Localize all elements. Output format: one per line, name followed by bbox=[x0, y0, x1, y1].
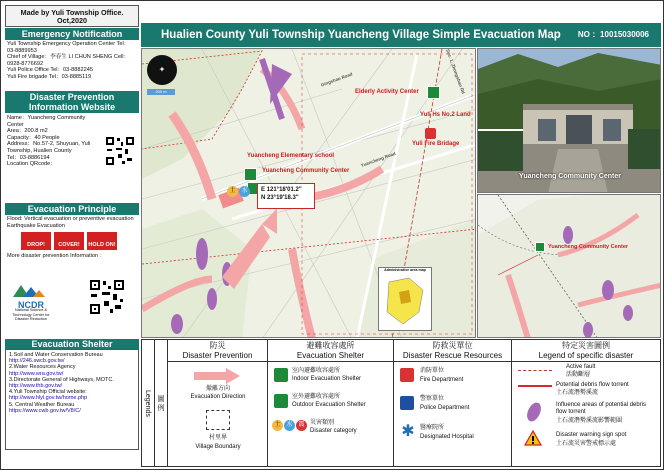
debris-flow-icon bbox=[518, 385, 552, 387]
col-en: Disaster Prevention bbox=[182, 351, 253, 360]
emergency-title: Emergency Notification bbox=[5, 28, 139, 40]
cat-en: Disaster category bbox=[310, 428, 357, 434]
sign-en: Disaster warning sign spot bbox=[556, 432, 627, 438]
warning-sign-icon bbox=[524, 430, 542, 446]
legend-panel bbox=[141, 339, 661, 467]
info-line: Tel：03-8886194 bbox=[7, 154, 50, 161]
emergency-body bbox=[5, 40, 139, 90]
more-info-text: More disaster prevention Information ： bbox=[7, 253, 106, 260]
emergency-line: Chief of Village：李春生 LI CHUN SHENG Cell：0928-8776692 bbox=[7, 54, 130, 67]
shelter-item: 5. Central Weather Bureau bbox=[9, 401, 75, 408]
zoom-caption: Yuancheng Community Center bbox=[548, 244, 629, 250]
fire-department-icon[interactable] bbox=[425, 128, 436, 139]
left-panel bbox=[5, 5, 139, 338]
ncdr-logo bbox=[9, 281, 53, 322]
shelter-link[interactable]: http://www.thb.gov.tw/ bbox=[9, 383, 63, 390]
legend-col-shelter bbox=[268, 340, 394, 466]
community-center-photo[interactable] bbox=[477, 48, 661, 193]
col-zh: 防救災單位 bbox=[432, 341, 473, 350]
info-line: Capacity：40 People bbox=[7, 134, 60, 141]
fault-en: Active fault bbox=[566, 364, 596, 370]
drop-sign: DROP! bbox=[21, 232, 51, 250]
legend-side-en: Legends bbox=[142, 340, 155, 466]
inset-title: Administrative area map bbox=[384, 268, 426, 272]
principle-body bbox=[5, 215, 139, 338]
col-zh: 特定災害圖例 bbox=[562, 341, 610, 350]
hospital-icon: ✱ bbox=[401, 423, 415, 440]
bound-en: Village Boundary bbox=[195, 444, 241, 450]
influence-en: Influence areas of potential debris flow torrent bbox=[556, 402, 647, 415]
road-label: Gingshao Road bbox=[320, 71, 354, 88]
photo-caption: Yuancheng Community Center bbox=[519, 173, 621, 180]
inset-shape bbox=[379, 272, 431, 328]
shelter-item: 1.Soil and Water Conservation Bureau bbox=[9, 352, 103, 358]
ncdr-logo-mark bbox=[9, 281, 49, 299]
legend-col-specific bbox=[512, 340, 660, 466]
col-en: Evacuation Shelter bbox=[296, 351, 365, 360]
flood-icon: 水 bbox=[284, 420, 295, 431]
emergency-line: Yuli Police Office Tel：03-8882245 bbox=[7, 67, 93, 74]
shelter-item: 4.Yuli Township Official website: bbox=[9, 389, 87, 396]
elderly-center-label: Elderly Activity Center bbox=[355, 89, 419, 95]
ncdr-subtext: National Science & Technology Center for Disaster Reduction bbox=[12, 308, 50, 322]
fire-brigade-label: Yuli Fire Bridage bbox=[412, 141, 460, 147]
bound-zh: 村里界 bbox=[208, 435, 227, 441]
hold-on-sign: HOLD ON! bbox=[87, 232, 117, 250]
info-line: Address：No.57-2, Shuyuan, Yuli Township, Hualien County bbox=[7, 141, 91, 154]
shelter-link[interactable]: https://www.cwb.gov.tw/V8/C/ bbox=[9, 407, 81, 414]
active-fault-icon bbox=[518, 370, 552, 371]
school-label: Yuancheng Elementary school bbox=[247, 153, 335, 159]
shelter-title: Evacuation Shelter bbox=[5, 339, 139, 349]
zoom-map-base bbox=[478, 195, 661, 338]
legend-side-zh: 圖 例 bbox=[155, 340, 168, 466]
emergency-line: Yuli Fire brigade Tel：03-8885119 bbox=[7, 73, 92, 80]
legend-col-rescue bbox=[394, 340, 512, 466]
principle-title: Evacuation Principle bbox=[5, 203, 139, 215]
compass-icon: ✦ bbox=[147, 55, 177, 85]
debris-en: Potential debris flow torrent bbox=[556, 382, 629, 388]
shelter-item: 2.Water Resources Agency bbox=[9, 364, 76, 371]
shelter-item: 3.Directorate General of Highways, MOTC. bbox=[9, 376, 114, 383]
longitude: E 121°18'01.2" bbox=[261, 187, 302, 193]
map-title-bar bbox=[141, 23, 661, 47]
fault-zh: 活動斷層 bbox=[566, 372, 591, 378]
scale-bar: 200 m bbox=[147, 89, 175, 95]
shelter-panel bbox=[5, 339, 139, 451]
disaster-category-icons bbox=[272, 420, 307, 431]
prevention-info-body bbox=[5, 114, 139, 202]
map-number: NO ：10015030006 bbox=[577, 30, 649, 39]
flood-category-icon: 水 bbox=[239, 186, 250, 197]
cover-sign: COVER! bbox=[54, 232, 84, 250]
info-line: Location QRcode： bbox=[7, 161, 56, 168]
principle-text: Flood: Vertical evacuation or preventive evacuation Earthquake Evacuation bbox=[7, 216, 134, 229]
debris-zh: 土石流潛勢溪流 bbox=[556, 390, 599, 396]
zoom-map[interactable] bbox=[477, 194, 661, 338]
zoom-shelter-icon[interactable] bbox=[535, 242, 545, 252]
evacuation-arrow-icon bbox=[194, 368, 240, 384]
col-en: Disaster Rescue Resources bbox=[402, 351, 503, 360]
shelter-link[interactable]: http://246.swcb.gov.tw/ bbox=[9, 358, 65, 365]
made-by: Made by Yuli Township Office. Oct,2020 bbox=[5, 5, 139, 27]
road-label: Yuancheng Road bbox=[360, 150, 397, 169]
ncdr-qr-code[interactable] bbox=[89, 279, 125, 315]
info-line: Name：Yuancheng Community Center bbox=[7, 115, 86, 128]
legend-col-prevention bbox=[168, 340, 268, 466]
col-zh: 防災 bbox=[209, 341, 226, 350]
influence-area-icon bbox=[524, 400, 543, 423]
fire-en: Fire Department bbox=[420, 377, 464, 383]
main-map[interactable] bbox=[141, 48, 476, 338]
hosp-en: Designated Hospital bbox=[420, 434, 474, 440]
police-zh: 警察單位 bbox=[420, 396, 445, 402]
shelter-link[interactable]: http://www.hlyl.gov.tw/home.php bbox=[9, 395, 88, 402]
police-en: Police Department bbox=[420, 405, 470, 411]
in-en: Indoor Evacuation Shelter bbox=[292, 376, 362, 382]
ncdr-text: NCDR bbox=[18, 299, 44, 310]
col-en: Legend of specific disaster bbox=[538, 351, 634, 360]
earthquake-icon: 震 bbox=[296, 420, 307, 431]
in-zh: 室內避難收容處所 bbox=[292, 368, 341, 374]
school-shelter-icon[interactable] bbox=[244, 168, 257, 181]
indoor-shelter-icon bbox=[274, 368, 288, 382]
community-center-label: Yuancheng Community Center bbox=[262, 168, 350, 174]
sign-zh: 土石流災害警戒標示處 bbox=[556, 441, 617, 447]
dir-zh: 撤離方向 bbox=[205, 386, 230, 392]
influence-zh: 土石流潛勢溪流影響範圍 bbox=[556, 418, 623, 424]
police-icon bbox=[400, 396, 414, 410]
earthquake-signs bbox=[21, 232, 137, 250]
village-boundary-icon bbox=[206, 410, 230, 430]
shelter-link[interactable]: http://www.wra.gov.tw/ bbox=[9, 370, 64, 377]
latitude: N 23°19'18.3" bbox=[261, 195, 299, 201]
shelter-links bbox=[5, 349, 139, 450]
prevention-info-title: Disaster Prevention Information Website bbox=[5, 91, 139, 113]
info-line: Area：200.8 m2 bbox=[7, 128, 48, 135]
col-zh: 避難收容處所 bbox=[306, 341, 355, 350]
location-qr-code[interactable] bbox=[105, 136, 135, 166]
elderly-center-shelter-icon[interactable] bbox=[427, 86, 440, 99]
dir-en: Evacuation Direction bbox=[190, 394, 246, 400]
fire-zh: 消防單位 bbox=[420, 368, 445, 374]
photo-image bbox=[478, 49, 661, 193]
road-label: Sec. 1, Zhongshan Rd bbox=[445, 48, 466, 95]
yuli-hs-label: Yuli Hs No.2 Land bbox=[420, 112, 471, 118]
out-zh: 室外避難收容處所 bbox=[292, 394, 341, 400]
outdoor-shelter-icon bbox=[274, 394, 288, 408]
landslide-category-icon: 土 bbox=[227, 186, 238, 197]
administrative-inset-map bbox=[378, 267, 432, 331]
map-title: Hualien County Yuli Township Yuancheng Village Simple Evacuation Map bbox=[161, 29, 561, 41]
fire-dept-icon bbox=[400, 368, 414, 382]
hosp-zh: 醫療院所 bbox=[420, 425, 445, 431]
landslide-icon: 土 bbox=[272, 420, 283, 431]
out-en: Outdoor Evacuation Shelter bbox=[292, 402, 366, 408]
cat-zh: 災害類別 bbox=[310, 420, 335, 426]
emergency-line: Yuli Township Emergency Operation Center Tel：03-8889953 bbox=[7, 41, 130, 54]
coordinate-box bbox=[257, 183, 315, 209]
